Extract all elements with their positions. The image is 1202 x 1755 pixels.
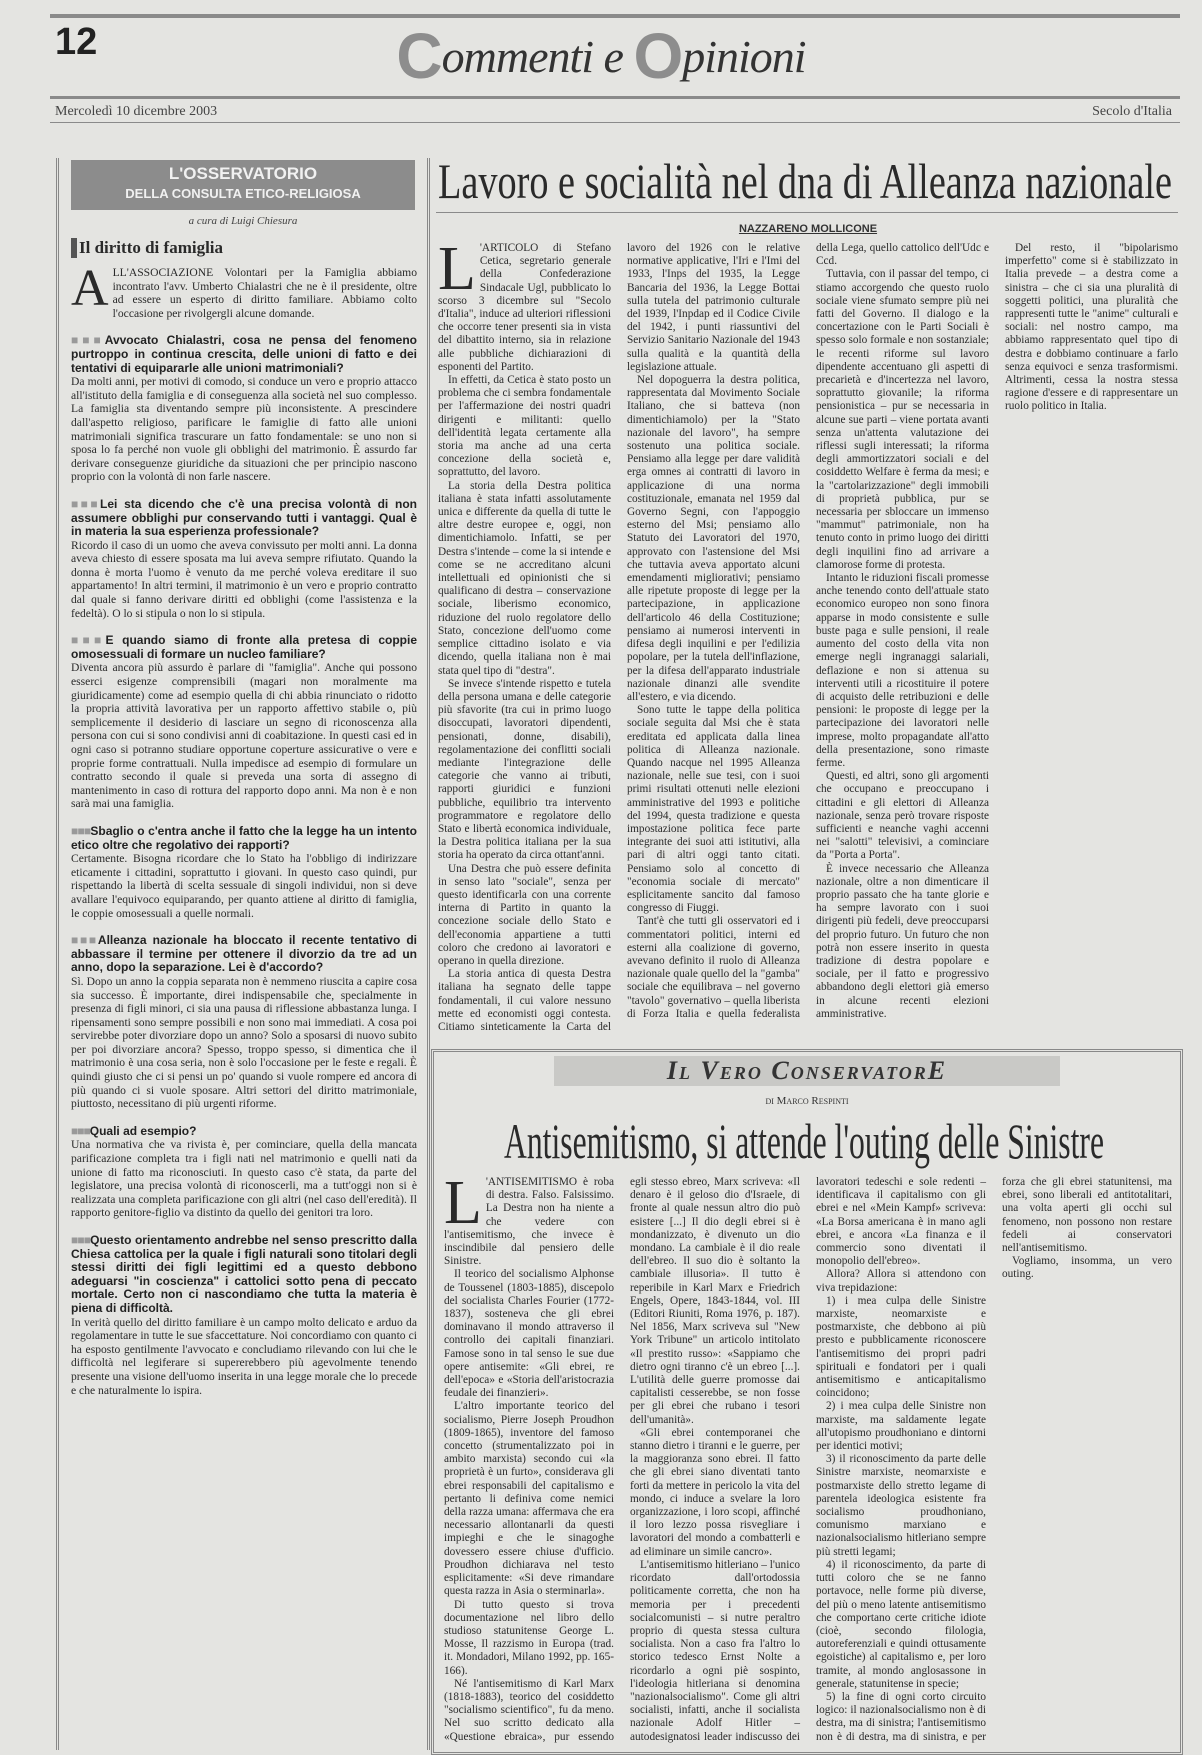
observatory-title: Il diritto di famiglia (71, 238, 223, 258)
paragraph: 5) la fine di ogni corto circuito logico: il nazionalsocialismo non è di destra, ma di sinistra; l'antisemitismo non è di destra, ma di sinistra, e per forza che gli ebrei statunitensi, ma ebrei, sono liberali ed antitotalitari, una volta aperti gli occhi sul fenomeno, non possono non restare fedeli ai conservatori nell'antisemitismo. (816, 1176, 1172, 1743)
banner-line-2: DELLA CONSULTA ETICO-RELIGIOSA (125, 186, 361, 201)
main-headline (436, 154, 1176, 210)
vero-conservatore-body (444, 1176, 1172, 1746)
main-article-body (438, 242, 1178, 1044)
paragraph: Sono tutte le tappe della politica sociale seguita dal Msi che è stata ereditata ed applicata dalla linea politica di Alleanza nazionale. Quando nacque nel 1995 Alleanza nazionale, nelle sue tesi, con i suoi primi risultati ottenuti nelle elezioni amministrative del 1993 e politiche del 1994, questa tradizione e questa impostazione politica fece parte integrante dei suoi atti istitutivi, alla pari di altri oggi tanto citati. Pensiamo solo al concetto di "economia sociale di mercato" esplicitamente sancito dal famoso congresso di Fiuggi. (627, 704, 800, 915)
question: ■■■ Avvocato Chialastri, cosa ne pensa del fenomeno purtroppo in continua crescita, delle unioni di fatto e dei tentativi di equipararle alle unioni matrimoniali? (71, 334, 417, 375)
observatory-column (56, 158, 430, 1750)
issue-date: Mercoledì 10 dicembre 2003 (55, 104, 218, 119)
answer: Da molti anni, per motivi di comodo, si conduce un vero e proprio attacco all'istituto della famiglia e di conseguenza alla società nel suo complesso. La famiglia sta diventando sempre più inconsistente. A prescindere dall'aspetto religioso, parificare le famiglie di fatto alle unioni matrimoniali significa trascurare un fatto fondamentale: se uno non si sposa lo fa perché non vuole gli obblighi del matrimonio. È assurdo far derivare conseguenze giuridiche da situazioni che per principio nascono proprio con la volontà di non farle nascere. (71, 375, 417, 484)
first-paragraph (444, 1176, 614, 1268)
intro-text: LL'ASSOCIAZIONE Volontari per la Famiglia abbiamo incontrato l'avv. Umberto Chialastri che ne è il presidente, oltre ad essere un esperto di diritto familiare. Abbiamo colto l'occasione per rivolgergli alcune domande. (112, 266, 417, 320)
question: ■■■ Quali ad esempio? (71, 1125, 417, 1139)
paragraph: La storia antica di questa Destra italiana ha segnato delle tappe fondamentali, il cui valore nessuno mette ed economisti oggi contesta. Citiamo sinteticamente la Carta del lavoro del 1926 con le relative normative applicative, l'Iri e l'Imi del 1933, l'Inps del 1935, la Legge Bancaria del 1936, la Legge Bottai sulla tutela del patrimonio culturale del 1939, l'Inpdap ed il Codice Civile del 1942, i punti riassuntivi del Servizio Sanitario Nazionale del 1943 sulla qualità e la quantità della legislazione attuale. (438, 242, 800, 1033)
paragraph: Né l'antisemitismo di Karl Marx (1818-1883), teorico del cosiddetto "socialismo scientifico", fu da meno. Nel suo scritto dedicato alla «Questione ebraica», pur essendo egli stesso ebreo, Marx scriveva: «Il denaro è il geloso dio d'Israele, di fronte al quale nessun altro dio può esistere [...] Il dio degli ebrei si è mondanizzato, è divenuto un dio mondano. La cambiale è il dio reale dell'ebreo. Il suo dio è soltanto la cambiale illusoria». Il tutto è reperibile in Karl Marx e Friedrich Engels, Opere, 1843-1844, vol. III (Editori Riuniti, Roma 1976, p. 187). Nel 1856, Marx scriveva sul "New York Tribune" un articolo intitolato «Il prestito russo»: «Sappiamo che dietro ogni tiranno c'è un ebreo [...]. L'utilità delle guerre promosse dai capitalisti cesserebbe, se non fosse per gli ebrei che rubano i tesori dell'umanità». (444, 1176, 800, 1743)
paragraph: Del resto, il "bipolarismo imperfetto" come si è stabilizzato in Italia prevede – a destra come a sinistra – che ci sia una pluralità di soggetti politici, una pluralità che rappresenti tutte le "anime" culturali e sociali: nel nostro campo, ma abbiamo rappresentato quel tipo di destra e dobbiamo continuare a farlo senza equivoci e senza trasformismi. Altrimenti, cessa la nostra stessa ragione d'essere e di rappresentare un ruolo politico in Italia. (1005, 242, 1178, 413)
paragraph: L'antisemitismo hitleriano – l'unico ricordato dall'ortodossia politicamente corretta, che non ha memoria per i precedenti socialcomunisti – si nutre peraltro proprio di questa stessa cultura socialista. Non a caso fra l'altro lo storico tedesco Ernst Nolte a ricordarlo a ogni piè sospinto, l'ideologia hitleriana si denomina "nazionalsocialismo". Come gli altri socialisti, infatti, anche il socialista nazionale Adolf Hitler – autodesignatosi leader indiscusso dei lavoratori tedeschi e sole redenti – identificava il capitalismo con gli ebrei e nel «Mein Kampf» scriveva: «La Borsa americana è in mano agli ebrei, e ancora «La finanza e il commercio sono diventati il monopolio dell'ebreo». (630, 1176, 986, 1743)
question: ■■■ Lei sta dicendo che c'è una precisa volontà di non assumere obblighi pur conservando tutti i vantaggi. Qual è in materia la sua esperienza professionale? (71, 498, 417, 539)
paragraph: Vogliamo, insomma, un vero outing. (1002, 1255, 1172, 1281)
masthead-o: O (633, 20, 683, 92)
masthead-part2: pinioni (682, 31, 806, 82)
observatory-banner (71, 160, 415, 210)
paragraph: 3) il riconoscimento da parte delle Sinistre marxiste, neomarxiste e postmarxiste dello stretto legame di parentela ideologica esistente fra socialismo proudhoniano, comunismo marxiano e nazionalsocialismo hitleriano sempre più stretti legami; (816, 1453, 986, 1558)
vero-conservatore-headline (444, 1110, 1172, 1170)
vc-headline-text: Antisemitismo, si attende l'outing delle Sinistre (504, 1113, 1104, 1169)
question: ■■■ Alleanza nazionale ha bloccato il recente tentativo di abbassare il termine per ottenere il divorzio da tre ad un anno, dopo la separazione. Lei è d'accordo? (71, 934, 417, 975)
page-number: 12 (55, 21, 98, 63)
paragraph: 2) i mea culpa delle Sinistre non marxiste, ma saldamente legate all'utopismo proudhoniano e dintorni per identici motivi; (816, 1400, 986, 1453)
paragraph: «Gli ebrei contemporanei che stanno dietro i tiranni e le guerre, per la maggioranza sono ebrei. Il fatto che gli ebrei siano diventati tanto forti da mettere in pericolo la vita del mondo, ci induce a svelare la loro organizzazione, i loro scopi, affinché il loro lezzo possa risvegliare i lavoratori del mondo a combatterli e ad eliminare un simile cancro». (630, 1426, 800, 1558)
observatory-body (71, 266, 417, 1746)
paragraph: Questi, ed altri, sono gli argomenti che occupano e preoccupano i cittadini e gli elettori di Alleanza nazionale, senza però trovare risposte sufficienti e neanche vaghi accenni nei "salotti" televisivi, a cominciare da "Porta a Porta". (816, 770, 989, 862)
vero-conservatore-byline: di Marco Respinti (765, 1095, 849, 1107)
observatory-byline: a cura di Luigi Chiesura (188, 215, 298, 227)
qa-list (71, 334, 417, 1397)
paragraph: Una Destra che può essere definita in senso lato "sociale", senza per questo identificarla con una corrente interna di Partito in quanto la concezione sociale dello Stato e dell'economia appartiene a tutti coloro che credono ai lavoratori e operano in quella direzione. (438, 862, 611, 967)
first-paragraph (438, 242, 611, 374)
masthead-rule (50, 96, 1180, 99)
paragraph: 4) il riconoscimento, da parte di tutti coloro che se ne fanno portavoce, nelle forme più diverse, del più o meno latente antisemitismo che comportano certe critiche idiote (cioè, secondo filologia, autoreferenziali e quindi ottusamente egoistiche) al capitalismo e, per loro tramite, al mondo anglosassone in generale, statunitense in specie; (816, 1558, 986, 1690)
paragraph: Di tutto questo si trova documentazione nel libro dello studioso statunitense George L. Mosse, Il razzismo in Europa (trad. it. Mondadori, Milano 1992, pp. 165-166). (444, 1598, 614, 1677)
masthead-part1: ommenti e (441, 31, 634, 82)
main-headline-text: Lavoro e socialità nel dna di Alleanza nazionale (438, 154, 1172, 209)
paragraph: 1) i mea culpa delle Sinistre marxiste, neomarxiste e postmarxiste, che debbono ai più presto e pubblicamente riconoscere l'antisemitismo dei propri padri spirituali e fondatori per i quali antisemitismo e anticapitalismo coincidono; (816, 1294, 986, 1400)
paragraph: 'ARTICOLO di Stefano Cetica, segretario generale della Confederazione Sindacale Ugl, pubblicato lo scorso 3 dicembre sul "Secolo d'Italia", induce ad ulteriori riflessioni che occorre tener presenti sia in vista del dibattito interno, sia in relazione alle pubbliche dichiarazioni di esponenti del Partito. (438, 242, 611, 373)
drop-cap: A (71, 266, 109, 317)
paragraph: L'altro importante teorico del socialismo, Pierre Joseph Proudhon (1809-1865), inventore del famoso concetto (strumentalizzato poi in ambito marxista) secondo cui «la proprietà è un furto», considerava gli ebrei responsabili del capitalismo e pertanto li definiva come nemici della razza umana: affermava che era necessario allontanarli da questi impieghi e che le sinagoghe dovessero essere chiuse d'ufficio. Proudhon dichiarava nel testo esplicitamente: «Si deve rimandare questa razza in Asia o sterminarla». (444, 1400, 614, 1598)
paragraph: È invece necessario che Alleanza nazionale, oltre a non dimenticare il proprio passato che ha tante glorie e ha sempre lavorato con i suoi dirigenti più fedeli, deve preoccuparsi del proprio futuro. Un futuro che non potrà non essere inserito in questa tradizione di destra popolare e sociale, per il fatto e progressivo abbandono degli elettori già emerso in alcune recenti elezioni amministrative. (816, 862, 989, 1020)
masthead-c: C (396, 20, 442, 92)
paragraph: Il teorico del socialismo Alphonse de Toussenel (1803-1885), discepolo del socialista Charles Fourier (1772-1837), sosteneva che gli ebrei dominavano il mondo attraverso il controllo dei capitali finanziari. Famose sono in tal senso le sue due opere antisemite: «Gli ebrei, re dell'epoca» e «Storia dell'aristocrazia feudale dei finanzieri». (444, 1268, 614, 1400)
drop-cap: L (444, 1176, 482, 1237)
question: ■■■ Questo orientamento andrebbe nel senso prescritto dalla Chiesa cattolica per la quale i figli naturali sono titolari degli stessi diritti dei figli legittimi ed a questo debbono adeguarsi "in coscienza" i cattolici sotto pena di peccato mortale. Certo non ci nascondiamo che tutta la materia è piena di difficoltà. (71, 1234, 417, 1316)
answer: In verità quello del diritto familiare è un campo molto delicato e arduo da regolamentare in tutte le sue sfaccettature. Noi concordiamo con quanto ci ha esposto gentilmente l'avvocato e concludiamo rilevando con lui che le difficoltà nel legiferare si supererebbero più agevolmente tenendo presente una visione dell'uomo inserita in una legge morale che lo precede e che naturalmente lo ispira. (71, 1315, 417, 1397)
answer: Ricordo il caso di un uomo che aveva convissuto per molti anni. La donna aveva chiesto di essere sposata ma lui aveva sempre rifiutato. Quando la donna è morta l'uomo è venuto da me perché voleva ereditare il suo appartamento! In altri termini, il matrimonio è un vero e proprio contratto dal quale si fanno derivare diritti ed obblighi (come l'assistenza e la fedeltà). O lo si stipula o non lo si stipula. (71, 538, 417, 620)
answer: Diventa ancora più assurdo è parlare di "famiglia". Anche qui possono esserci esigenze comprensibili (magari non moralmente ma giuridicamente) come ad esempio quella di chi abbia rinunciato o ridotto la propria attività lavorativa per un rapporto affettivo stabile o, più semplicemente il desiderio di lasciare un segno di riconoscenza alla persona con cui si sono condivisi anni di coabitazione. In questi casi ed in ogni caso si potranno studiare opportune coperture assicurative o vere e proprie forme contrattuali. Nulla impedisce ad esempio di formulare un contratto secondo il quale si preveda una sorta di assegno di mantenimento in caso di rottura del rapporto dopo anni. Ma non è e non sarà mai una famiglia. (71, 661, 417, 811)
top-rule (50, 14, 1180, 18)
paragraph: In effetti, da Cetica è stato posto un problema che ci sembra fondamentale per l'affermazione dei nostri quadri dirigenti e militanti: quello dell'identità legata certamente alla storia ma anche ad una certa concezione della società e, soprattutto, del lavoro. (438, 374, 611, 479)
date-rule (50, 122, 1180, 123)
drop-cap: L (438, 242, 476, 303)
intro-paragraph (71, 266, 417, 320)
banner-line-1: L'OSSERVATORIO (168, 164, 318, 183)
paragraph: Allora? Allora si attendono con viva trepidazione: (816, 1268, 986, 1294)
answer: Sì. Dopo un anno la coppia separata non è nemmeno riuscita a capire cosa sia successo. È importante, direi indispensabile che, specialmente in presenza di figli minori, ci sia una pausa di riflessione abbastanza lunga. I ripensamenti sono sempre possibili e non sono mai immediati. A cosa poi servirebbe poter divorziare dopo un anno? Solo a sposarsi di nuovo subito per poi divorziare ancora? Spesso, troppo spesso, si dimentica che il matrimonio è una cosa seria, non è solo l'occasione per le feste e regali. È quindi giusto che ci si pensi un po' quando si vuole rompere ed ancora di più quando ci si vuole sposare. Altri settori del diritto matrimoniale, piuttosto, necessitano di più urgenti riforme. (71, 974, 417, 1111)
headline-rule (436, 212, 1178, 213)
paragraph: Tant'è che tutti gli osservatori ed i commentatori politici, interni ed esterni alla coalizione di governo, avevano definito il ruolo di Alleanza nazionale quale quello del la "gamba" sociale che equilibrava – nel governo "tavolo" governativo – quella liberista di Forza Italia e quella federalista della Lega, quello cattolico dell'Udc e Ccd. (627, 242, 989, 1020)
paragraph: 'ANTISEMITISMO è roba di destra. Falso. Falsissimo. La Destra non ha niente a che vedere con l'antisemitismo, che invece è inscindibile dal pensiero delle Sinistre. (444, 1176, 614, 1268)
paragraph: La storia della Destra politica italiana è stata infatti assolutamente unica e differente da quella di tutte le altre destre europee e, oggi, non dimentichiamolo. Infatti, se per Destra s'intende – come la si intende e come se ne accreditano alcuni intellettuali ed opinionisti che si qualificano di destra – conservazione sociale, liberismo economico, riduzione del ruolo regolatore dello Stato, concezione dell'uomo come semplice cittadino isolato e via dicendo, quella italiana non è mai stata quel tipo di "destra". (438, 479, 612, 677)
newspaper-name: Secolo d'Italia (1092, 104, 1172, 119)
vero-conservatore-banner: Il Vero ConservatorE (554, 1056, 1060, 1086)
paragraph: Se invece s'intende rispetto e tutela della persona umana e delle categorie più sfavorite (tra cui in primo luogo disoccupati, lavoratori dipendenti, pensionati, donne, disabili), regolamentazione dei conflitti sociali mediante l'integrazione delle categorie che vanno ai tributi, rapporti giuridici e funzioni pubbliche, equilibrio tra intervento programmatore e regolatore dello Stato e libertà economica individuale, la Destra politica italiana per la sua storia ha operato da circa ottant'anni. (438, 677, 611, 862)
paragraph: Intanto le riduzioni fiscali promesse anche tenendo conto dell'attuale stato economico europeo non sono finora apparse in modo consistente e sulle buste paga e sulle pensioni, il reale aumento del costo della vita non emerge negli ingranaggi salariali, deflazione e non si attenua su interventi utili a ricostituire il potere di acquisto delle retribuzioni e delle pensioni: le proposte di legge per la partecipazione dei lavoratori nelle imprese, molto propagandate all'atto della presentazione, sono rimaste ferme. (816, 572, 989, 769)
vero-conservatore-box (431, 1049, 1183, 1755)
paragraph: Nel dopoguerra la destra politica, rappresentata dal Movimento Sociale Italiano, che si batteva (non dimentichiamolo) per la "Stato nazionale del lavoro", ha sempre sostenuto una politica sociale. Pensiamo alla legge per dare validità erga omnes ai contratti di lavoro in applicazione di una norma costituzionale, emanata nel 1959 dal Governo Segni, con l'appoggio esterno del Msi; pensiamo allo Statuto dei Lavoratori del 1970, approvato con l'astensione del Msi che tuttavia aveva apportato alcuni emendamenti migliorativi; pensiamo alle ripetute proposte di legge per la partecipazione, in applicazione dell'articolo 46 della Costituzione; pensiamo ai numerosi interventi in difesa degli inquilini e per l'edilizia popolare, per la tutela dell'inflazione, per la difesa dell'apparato industriale nazionale dinanzi alle svendite all'estero, e via dicendo. (627, 374, 800, 703)
answer: Certamente. Bisogna ricordare che lo Stato ha l'obbligo di indirizzare eticamente i cittadini, soprattutto i giovani. In questo caso quindi, pur rispettando la libertà di scelta sessuale di singoli individui, non si deve avallare l'equivoco equiparando, per quanto attiene al diritto di famiglia, le coppie omosessuali a quelle normali. (71, 852, 417, 920)
question: ■■■ E quando siamo di fronte alla pretesa di coppie omosessuali di formare un nucleo familiare? (71, 634, 417, 661)
answer: Una normativa che va rivista è, per cominciare, quella della mancata parificazione completa tra i figli nati nel matrimonio e quelli nati da unione di fatto ma riconosciuti. In questo caso c'è stata, da parte del legislatore, una precisa volontà di riconoscerli, ma a tutt'oggi non si è realizzata una completa parificazione con gli altri (nel caso dell'eredità). Il rapporto genitore-figlio va distinto da quello dei genitori tra loro. (71, 1138, 417, 1220)
main-author: NAZZARENO MOLLICONE (738, 223, 878, 235)
question: ■■■ Sbaglio o c'entra anche il fatto che la legge ha un intento etico oltre che regolativo dei rapporti? (71, 825, 417, 852)
section-masthead-wrap (0, 22, 1202, 92)
paragraph: Tuttavia, con il passar del tempo, ci stiamo accorgendo che questo ruolo sociale viene sfumato sempre più nei fatti del Governo. Il dialogo e la concertazione con le Parti Sociali è spesso solo formale e non sostanziale; le recenti riforme sul lavoro dipendente accentuano gli aspetti di precarietà e d'incertezza nel lavoro, soprattutto giovanile; la riforma pensionistica – pur se necessaria in alcune sue parti – viene portata avanti senza un'attenta valutazione dei riflessi sugli interessati; la riforma degli ammortizzatori sociali e del cosiddetto Welfare è ferma da mesi; e la "cartolarizzazione" degli immobili di proprietà pubblica, pur se necessaria per sbloccare un immenso "mammut" patrimoniale, non ha tenuto conto in primo luogo dei diritti degli inquilini fino ad arrivare a clamorose forme di protesta. (816, 268, 989, 571)
section-masthead (396, 22, 805, 92)
